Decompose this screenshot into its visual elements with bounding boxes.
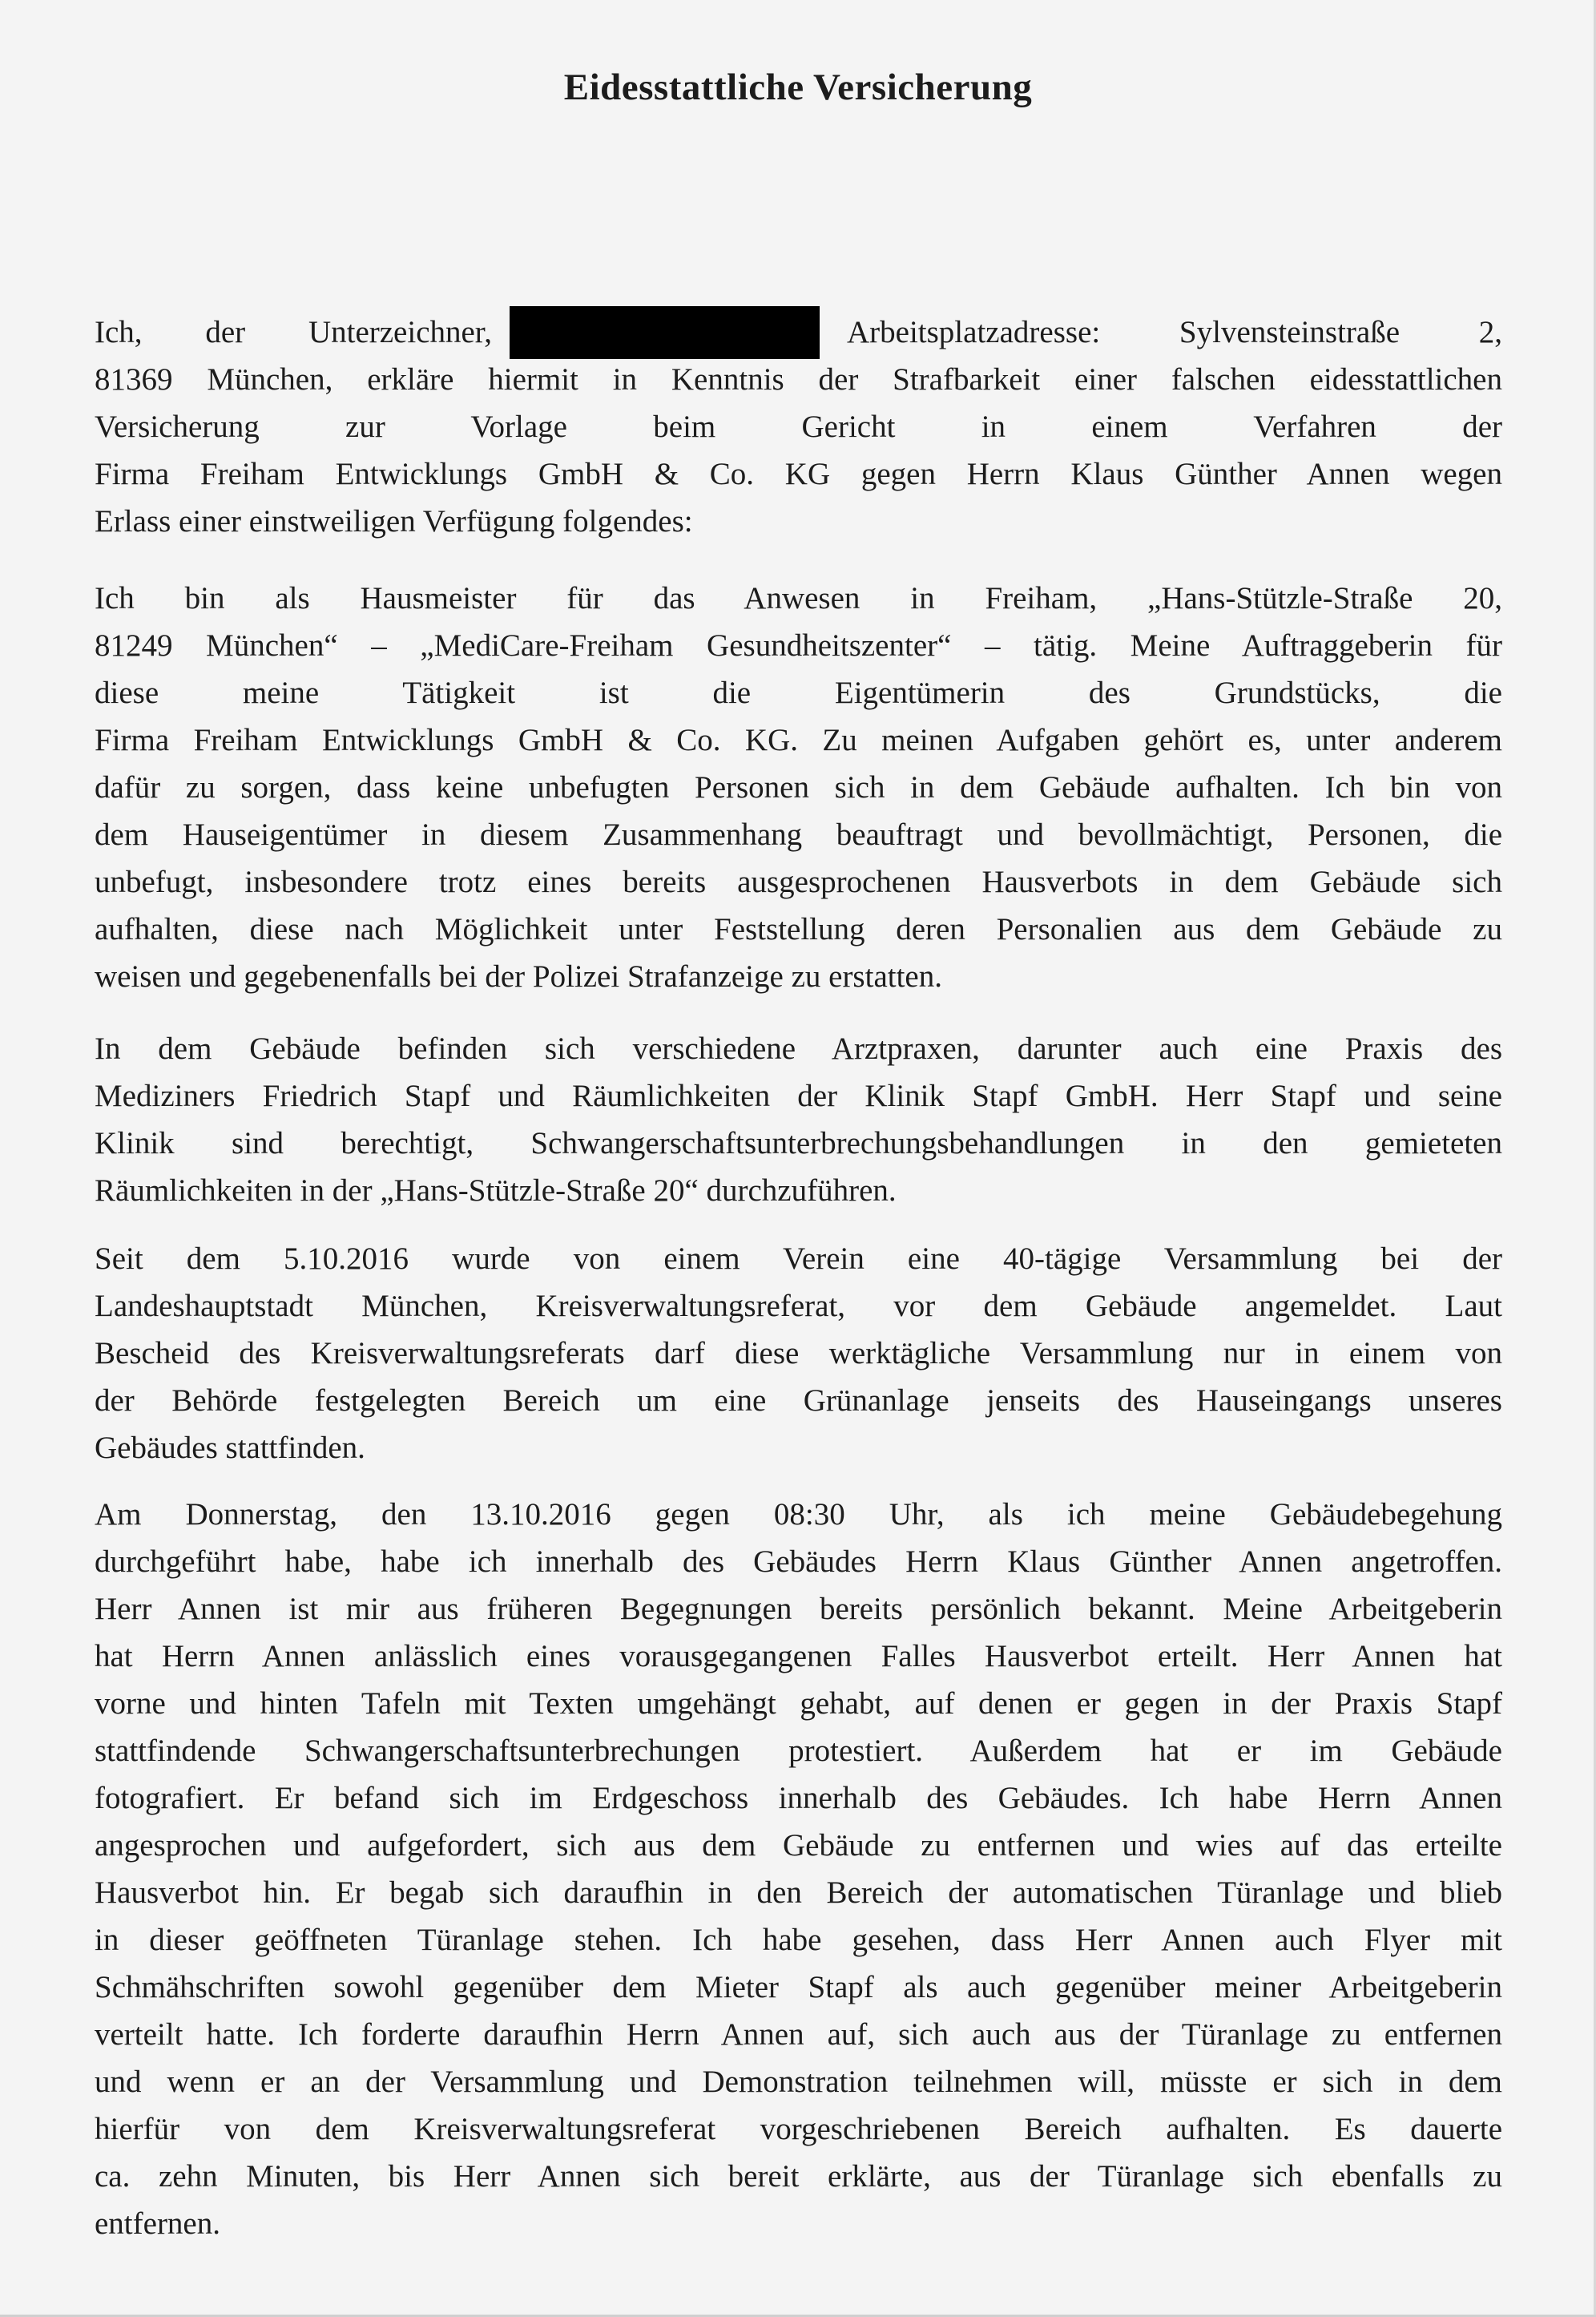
text-line: Bescheid des Kreisverwaltungsreferats darf diese werktägliche Versammlung nur in einem von: [95, 1336, 1502, 1370]
text-line: Am Donnerstag, den 13.10.2016 gegen 08:30 Uhr, als ich meine Gebäudebegehung: [95, 1497, 1502, 1532]
text-line: verteilt hatte. Ich forderte daraufhin Herrn Annen auf, sich auch aus der Türanlage zu entfernen: [95, 2017, 1502, 2052]
text-line: dafür zu sorgen, dass keine unbefugten Personen sich in dem Gebäude aufhalten. Ich bin von: [95, 770, 1502, 805]
text-line: fotografiert. Er befand sich im Erdgeschoss innerhalb des Gebäudes. Ich habe Herrn Annen: [95, 1781, 1502, 1815]
text-line: Erlass einer einstweiligen Verfügung folgendes:: [95, 504, 693, 539]
text-line: dem Hauseigentümer in diesem Zusammenhang beauftragt und bevollmächtigt, Personen, die: [95, 817, 1502, 852]
paragraph-assembly: [95, 1235, 1502, 1471]
text-line: Seit dem 5.10.2016 wurde von einem Verein eine 40-tägige Versammlung bei der: [95, 1241, 1502, 1276]
text-line: 81249 München“ – „MediCare-Freiham Gesundheitszenter“ – tätig. Meine Auftraggeberin für: [95, 628, 1502, 663]
text-line: 81369 München, erkläre hiermit in Kenntnis der Strafbarkeit einer falschen eidesstattlichen: [95, 362, 1502, 397]
text-line: diese meine Tätigkeit ist die Eigentümerin des Grundstücks, die: [95, 676, 1502, 710]
text-line: aufhalten, diese nach Möglichkeit unter Feststellung deren Personalien aus dem Gebäude zu: [95, 912, 1502, 947]
text-line: Ich bin als Hausmeister für das Anwesen in Freiham, „Hans-Stützle-Straße 20,: [95, 581, 1502, 616]
paragraph-role: [95, 575, 1502, 1000]
paragraph-building: [95, 1025, 1502, 1214]
text-line: vorne und hinten Tafeln mit Texten umgehängt gehabt, auf denen er gegen in der Praxis Stapf: [95, 1686, 1502, 1721]
text-line: Klinik sind berechtigt, Schwangerschaftsunterbrechungsbehandlungen in den gemieteten: [95, 1126, 1502, 1161]
paragraph-incident: [95, 1491, 1502, 2247]
text-line: stattfindende Schwangerschaftsunterbrechungen protestiert. Außerdem hat er im Gebäude: [95, 1734, 1502, 1768]
declarant-intro: Ich, der Unterzeichner,: [95, 315, 492, 349]
text-line: Herr Annen ist mir aus früheren Begegnungen bereits persönlich bekannt. Meine Arbeitgeberin: [95, 1592, 1502, 1626]
text-line: hat Herrn Annen anlässlich eines vorausgegangenen Falles Hausverbot erteilt. Herr Annen hat: [95, 1639, 1502, 1673]
text-line: ca. zehn Minuten, bis Herr Annen sich bereit erklärte, aus der Türanlage sich ebenfalls zu: [95, 2159, 1502, 2194]
text-line: Versicherung zur Vorlage beim Gericht in einem Verfahren der: [95, 410, 1502, 444]
text-line: in dieser geöffneten Türanlage stehen. Ich habe gesehen, dass Herr Annen auch Flyer mit: [95, 1923, 1502, 1957]
text-line: Firma Freiham Entwicklungs GmbH & Co. KG. Zu meinen Aufgaben gehört es, unter anderem: [95, 723, 1502, 757]
text-line: In dem Gebäude befinden sich verschiedene Arztpraxen, darunter auch eine Praxis des: [95, 1031, 1502, 1066]
first-line: [95, 309, 1502, 356]
text-line: hierfür von dem Kreisverwaltungsreferat vorgeschriebenen Bereich aufhalten. Es dauerte: [95, 2112, 1502, 2146]
text-line: Gebäudes stattfinden.: [95, 1431, 365, 1465]
text-line: entfernen.: [95, 2206, 220, 2241]
text-line: der Behörde festgelegten Bereich um eine Grünanlage jenseits des Hauseingangs unseres: [95, 1383, 1502, 1418]
text-line: angesprochen und aufgefordert, sich aus dem Gebäude zu entfernen und wies auf das erteilte: [95, 1828, 1502, 1863]
redacted-name: [510, 306, 820, 359]
paragraph-declaration: [95, 309, 1502, 545]
text-line: Hausverbot hin. Er begab sich daraufhin in den Bereich der automatischen Türanlage und blieb: [95, 1875, 1502, 1910]
text-line: Räumlichkeiten in der „Hans-Stützle-Straße 20“ durchzuführen.: [95, 1173, 897, 1208]
text-line: Firma Freiham Entwicklungs GmbH & Co. KG gegen Herrn Klaus Günther Annen wegen: [95, 457, 1502, 491]
text-line: durchgeführt habe, habe ich innerhalb des Gebäudes Herrn Klaus Günther Annen angetroffen.: [95, 1544, 1502, 1579]
text-line: Mediziners Friedrich Stapf und Räumlichkeiten der Klinik Stapf GmbH. Herr Stapf und seine: [95, 1079, 1502, 1113]
text-line: Landeshauptstadt München, Kreisverwaltungsreferat, vor dem Gebäude angemeldet. Laut: [95, 1289, 1502, 1323]
text-line: Schmähschriften sowohl gegenüber dem Mieter Stapf als auch gegenüber meiner Arbeitgeberin: [95, 1970, 1502, 2004]
work-address: Arbeitsplatzadresse: Sylvensteinstraße 2,: [847, 315, 1502, 349]
text-line: und wenn er an der Versammlung und Demonstration teilnehmen will, müsste er sich in dem: [95, 2065, 1502, 2099]
text-line: unbefugt, insbesondere trotz eines bereits ausgesprochenen Hausverbots in dem Gebäude sich: [95, 865, 1502, 899]
text-line: weisen und gegebenenfalls bei der Polizei Strafanzeige zu erstatten.: [95, 959, 942, 994]
document-title: Eidesstattliche Versicherung: [563, 67, 1033, 108]
